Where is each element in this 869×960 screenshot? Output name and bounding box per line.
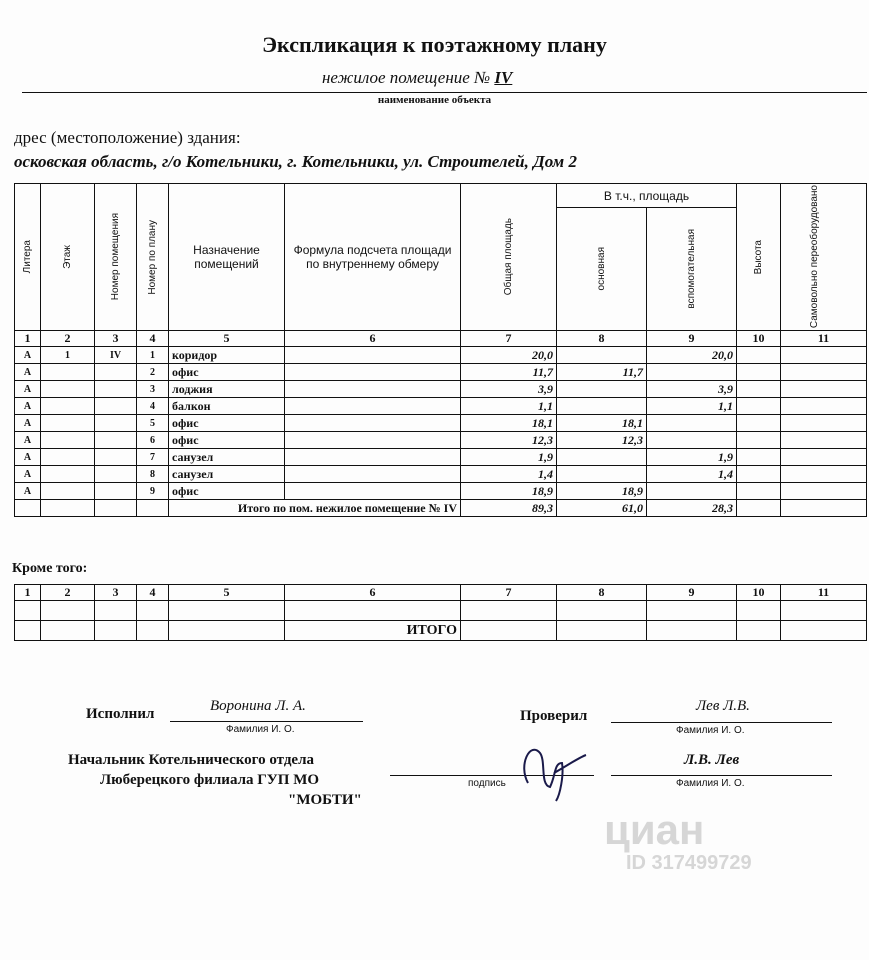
- cell-purpose: офис: [169, 415, 285, 432]
- cell-empty: [737, 483, 781, 500]
- executor-caption: Фамилия И. О.: [226, 724, 295, 735]
- cell-floor: [41, 364, 95, 381]
- divider: [22, 92, 867, 93]
- header-height: Высота: [737, 184, 781, 331]
- cell-purpose: санузел: [169, 466, 285, 483]
- cell-empty: [737, 347, 781, 364]
- cell-empty: [737, 415, 781, 432]
- cell-empty: [737, 466, 781, 483]
- column-number: 3: [95, 331, 137, 347]
- column-number: 11: [781, 331, 867, 347]
- cell-room: [95, 449, 137, 466]
- column-number: 6: [285, 585, 461, 601]
- sign-caption: подпись: [468, 778, 506, 789]
- total-main-value: 61,0: [557, 500, 647, 517]
- cell-plan: 7: [137, 449, 169, 466]
- cell-floor: [41, 483, 95, 500]
- cell-litera: А: [15, 449, 41, 466]
- column-number: 6: [285, 331, 461, 347]
- cell-litera: А: [15, 466, 41, 483]
- object-prefix: нежилое помещение №: [322, 68, 491, 87]
- table-row: [15, 449, 867, 466]
- header-self-rebuilt: Самовольно переоборудовано: [781, 184, 867, 331]
- object-number: IV: [494, 68, 513, 87]
- cell-litera: А: [15, 415, 41, 432]
- cell-aux: [647, 415, 737, 432]
- cell-aux: 1,1: [647, 398, 737, 415]
- cell-purpose: офис: [169, 364, 285, 381]
- cell-main: 18,9: [557, 483, 647, 500]
- chief-title-2: Люберецкого филиала ГУП МО: [100, 772, 320, 788]
- cell-total: 18,9: [461, 483, 557, 500]
- cell-plan: 2: [137, 364, 169, 381]
- executor-name: Воронина Л. А.: [210, 698, 306, 714]
- address-label: дрес (местоположение) здания:: [14, 128, 241, 147]
- cell-empty: [285, 398, 461, 415]
- cell-total: 11,7: [461, 364, 557, 381]
- header-room-no: Номер помещения: [95, 184, 137, 331]
- cell-litera: А: [15, 483, 41, 500]
- column-number: 10: [737, 331, 781, 347]
- cell-room: [95, 398, 137, 415]
- header-plan-no: Номер по плану: [137, 184, 169, 331]
- executor-line: [170, 721, 363, 722]
- cell-plan: 1: [137, 347, 169, 364]
- extra-empty-row: [15, 601, 867, 621]
- cell-main: 11,7: [557, 364, 647, 381]
- cell-total: 18,1: [461, 415, 557, 432]
- object-caption: наименование объекта: [377, 94, 492, 106]
- cell-floor: [41, 381, 95, 398]
- column-number: 11: [781, 585, 867, 601]
- table-row: [15, 398, 867, 415]
- table-row: [15, 432, 867, 449]
- header-formula: Формула подсчета площади по внутреннему обмеру: [285, 184, 461, 331]
- extra-total-label: ИТОГО: [285, 621, 461, 641]
- cell-aux: 3,9: [647, 381, 737, 398]
- header-litera: Литера: [15, 184, 41, 331]
- header-aux: вспомогательная: [647, 208, 737, 331]
- cell-main: 12,3: [557, 432, 647, 449]
- cell-room: [95, 381, 137, 398]
- header-floor: Этаж: [41, 184, 95, 331]
- cell-plan: 4: [137, 398, 169, 415]
- cell-room: [95, 364, 137, 381]
- cell-empty: [737, 398, 781, 415]
- column-number: 1: [15, 331, 41, 347]
- cell-empty: [781, 364, 867, 381]
- header-incl-area: В т.ч., площадь: [557, 184, 737, 208]
- cell-floor: [41, 449, 95, 466]
- cell-plan: 6: [137, 432, 169, 449]
- cell-main: [557, 449, 647, 466]
- cell-room: [95, 483, 137, 500]
- cell-total: 1,9: [461, 449, 557, 466]
- table-row: [15, 381, 867, 398]
- executor-label: Исполнил: [86, 706, 155, 722]
- header-total-area: Общая площадь: [461, 184, 557, 331]
- column-number: 3: [95, 585, 137, 601]
- chief-title-1: Начальник Котельнического отдела: [68, 752, 314, 768]
- cell-litera: А: [15, 347, 41, 364]
- chief-caption: Фамилия И. О.: [676, 778, 745, 789]
- checker-line: [611, 722, 832, 723]
- cell-purpose: лоджия: [169, 381, 285, 398]
- cell-litera: А: [15, 432, 41, 449]
- document-title: Экспликация к поэтажному плану: [262, 32, 607, 57]
- cell-aux: [647, 364, 737, 381]
- cell-floor: [41, 398, 95, 415]
- chief-name-line: [611, 775, 832, 776]
- cell-empty: [285, 466, 461, 483]
- cell-floor: [41, 466, 95, 483]
- column-number: 8: [557, 331, 647, 347]
- cell-empty: [781, 449, 867, 466]
- cell-empty: [285, 381, 461, 398]
- explication-table: [14, 183, 867, 517]
- cell-empty: [285, 449, 461, 466]
- cell-empty: [285, 347, 461, 364]
- cell-empty: [737, 381, 781, 398]
- cell-main: [557, 347, 647, 364]
- checker-label: Проверил: [520, 708, 588, 724]
- header-main: основная: [557, 208, 647, 331]
- extra-column-numbers: [15, 585, 867, 601]
- cell-empty: [285, 364, 461, 381]
- cell-total: 3,9: [461, 381, 557, 398]
- cell-empty: [285, 483, 461, 500]
- cell-room: IV: [95, 347, 137, 364]
- object-name: [322, 68, 512, 88]
- chief-name: Л.В. Лев: [684, 752, 740, 768]
- column-number: 1: [15, 585, 41, 601]
- cell-empty: [737, 364, 781, 381]
- cell-empty: [285, 415, 461, 432]
- extra-total-row: [15, 621, 867, 641]
- cell-purpose: санузел: [169, 449, 285, 466]
- header-purpose: Назначение помещений: [169, 184, 285, 331]
- cell-total: 1,1: [461, 398, 557, 415]
- column-number: 2: [41, 331, 95, 347]
- cell-plan: 8: [137, 466, 169, 483]
- cell-empty: [285, 432, 461, 449]
- cell-main: [557, 466, 647, 483]
- cell-aux: 20,0: [647, 347, 737, 364]
- checker-name: Лев Л.В.: [696, 698, 750, 714]
- checker-caption: Фамилия И. О.: [676, 725, 745, 736]
- cell-empty: [781, 347, 867, 364]
- table-row: [15, 347, 867, 364]
- cell-room: [95, 415, 137, 432]
- cell-empty: [781, 381, 867, 398]
- cell-empty: [781, 483, 867, 500]
- total-row: [15, 500, 867, 517]
- cell-aux: 1,9: [647, 449, 737, 466]
- cell-floor: [41, 432, 95, 449]
- main-column-numbers: [15, 331, 867, 347]
- column-number: 7: [461, 585, 557, 601]
- column-number: 2: [41, 585, 95, 601]
- handwritten-signature: [510, 735, 590, 805]
- cell-aux: [647, 432, 737, 449]
- cell-empty: [737, 432, 781, 449]
- cell-total: 12,3: [461, 432, 557, 449]
- cell-main: 18,1: [557, 415, 647, 432]
- cell-empty: [781, 415, 867, 432]
- cell-floor: [41, 415, 95, 432]
- column-number: 10: [737, 585, 781, 601]
- extra-table: [14, 584, 867, 641]
- chief-title-3: "МОБТИ": [288, 792, 362, 808]
- column-number: 5: [169, 331, 285, 347]
- cell-main: [557, 398, 647, 415]
- cell-empty: [781, 432, 867, 449]
- cell-plan: 5: [137, 415, 169, 432]
- cell-empty: [781, 398, 867, 415]
- table-row: [15, 483, 867, 500]
- watermark-brand: циан: [604, 806, 705, 853]
- column-number: 4: [137, 585, 169, 601]
- column-number: 4: [137, 331, 169, 347]
- total-label: Итого по пом. нежилое помещение № IV: [169, 500, 461, 517]
- extra-label: Кроме того:: [12, 561, 88, 576]
- table-row: [15, 466, 867, 483]
- cell-main: [557, 381, 647, 398]
- cell-plan: 3: [137, 381, 169, 398]
- cell-total: 1,4: [461, 466, 557, 483]
- cell-purpose: офис: [169, 432, 285, 449]
- cell-room: [95, 432, 137, 449]
- cell-litera: А: [15, 364, 41, 381]
- column-number: 5: [169, 585, 285, 601]
- cell-purpose: коридор: [169, 347, 285, 364]
- cell-plan: 9: [137, 483, 169, 500]
- total-aux-value: 28,3: [647, 500, 737, 517]
- table-row: [15, 364, 867, 381]
- column-number: 9: [647, 331, 737, 347]
- cell-empty: [737, 449, 781, 466]
- cell-purpose: балкон: [169, 398, 285, 415]
- column-number: 7: [461, 331, 557, 347]
- table-row: [15, 415, 867, 432]
- column-number: 9: [647, 585, 737, 601]
- cell-total: 20,0: [461, 347, 557, 364]
- cell-litera: А: [15, 381, 41, 398]
- cell-room: [95, 466, 137, 483]
- cell-aux: [647, 483, 737, 500]
- cell-purpose: офис: [169, 483, 285, 500]
- address-value: осковская область, г/о Котельники, г. Котельники, ул. Строителей, Дом 2: [14, 152, 577, 171]
- cell-floor: 1: [41, 347, 95, 364]
- total-area-value: 89,3: [461, 500, 557, 517]
- cell-litera: А: [15, 398, 41, 415]
- cell-aux: 1,4: [647, 466, 737, 483]
- column-number: 8: [557, 585, 647, 601]
- cell-empty: [781, 466, 867, 483]
- watermark-id: ID 317499729: [626, 852, 752, 874]
